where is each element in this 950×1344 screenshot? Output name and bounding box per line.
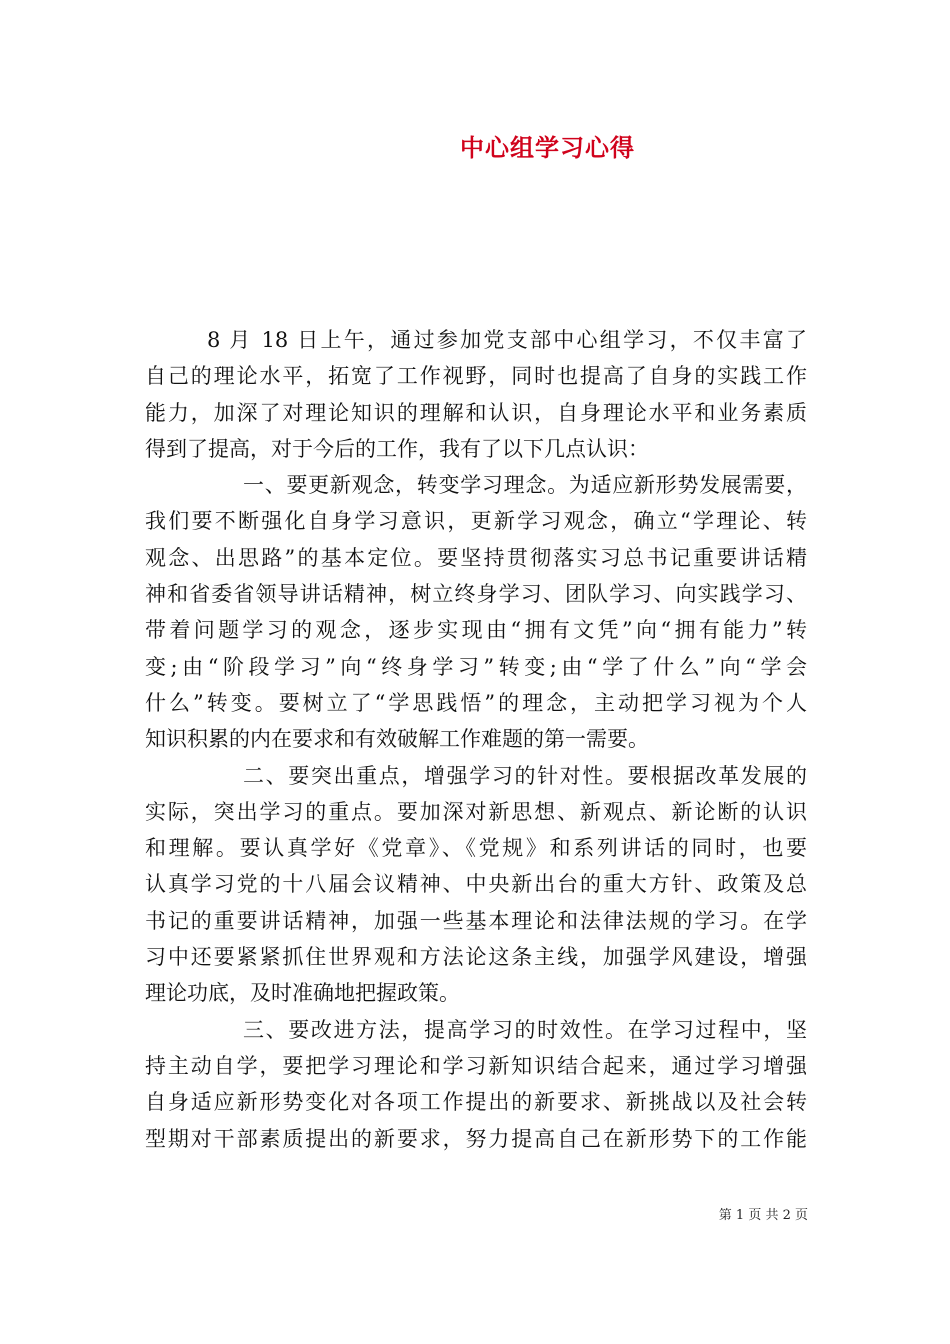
text-line: 理论功底，及时准确地把握政策。: [145, 981, 460, 1006]
text-line: 型期对干部素质提出的新要求，努力提高自己在新形势下的工作能: [145, 1126, 807, 1151]
text-line: 持主动自学，要把学习理论和学习新知识结合起来，通过学习增强: [145, 1053, 807, 1078]
text-line: 书记的重要讲话精神，加强一些基本理论和法律法规的学习。在学: [145, 908, 807, 933]
page-number: 第 1 页 共 2 页: [718, 1208, 808, 1223]
text-line: 习中还要紧紧抓住世界观和方法论这条主线，加强学风建设，增强: [145, 945, 807, 970]
text-line: 8 月 18 日上午，通过参加党支部中心组学习，不仅丰富了: [207, 328, 807, 352]
text-line: 认真学习党的十八届会议精神、中央新出台的重大方针、政策及总: [145, 872, 807, 897]
document-body: [145, 322, 807, 1157]
document-title: 中心组学习心得: [460, 133, 635, 162]
text-line: 变;由“阶段学习”向“终身学习”转变;由“学了什么”向“学会: [145, 654, 807, 679]
text-line: 我们要不断强化自身学习意识，更新学习观念，确立“学理论、转: [145, 509, 807, 534]
text-line: 自己的理论水平，拓宽了工作视野，同时也提高了自身的实践工作: [145, 364, 807, 389]
text-line: 实际，突出学习的重点。要加深对新思想、新观点、新论断的认识: [145, 799, 807, 824]
text-line: 和理解。要认真学好《党章》、《党规》和系列讲话的同时，也要: [145, 836, 807, 861]
text-line: 知识积累的内在要求和有效破解工作难题的第一需要。: [145, 727, 649, 752]
paragraph: [145, 467, 807, 757]
text-line: 什么”转变。要树立了“学思践悟”的理念，主动把学习视为个人: [145, 690, 807, 715]
text-line: 自身适应新形势变化对各项工作提出的新要求、新挑战以及社会转: [145, 1090, 807, 1115]
paragraph: [145, 758, 807, 1012]
paragraph: [145, 322, 807, 467]
text-line: 一、要更新观念，转变学习理念。为适应新形势发展需要，: [243, 473, 807, 498]
text-line: 得到了提高，对于今后的工作，我有了以下几点认识：: [145, 436, 649, 461]
text-line: 二、要突出重点，增强学习的针对性。要根据改革发展的: [243, 763, 807, 788]
text-line: 能力，加深了对理论知识的理解和认识，自身理论水平和业务素质: [145, 400, 807, 425]
text-line: 三、要改进方法，提高学习的时效性。在学习过程中，坚: [243, 1017, 807, 1042]
text-line: 观念、出思路”的基本定位。要坚持贯彻落实习总书记重要讲话精: [145, 545, 807, 570]
text-line: 神和省委省领导讲话精神，树立终身学习、团队学习、向实践学习、: [145, 582, 807, 607]
text-line: 带着问题学习的观念，逐步实现由“拥有文凭”向“拥有能力”转: [145, 618, 807, 643]
paragraph: [145, 1012, 807, 1157]
